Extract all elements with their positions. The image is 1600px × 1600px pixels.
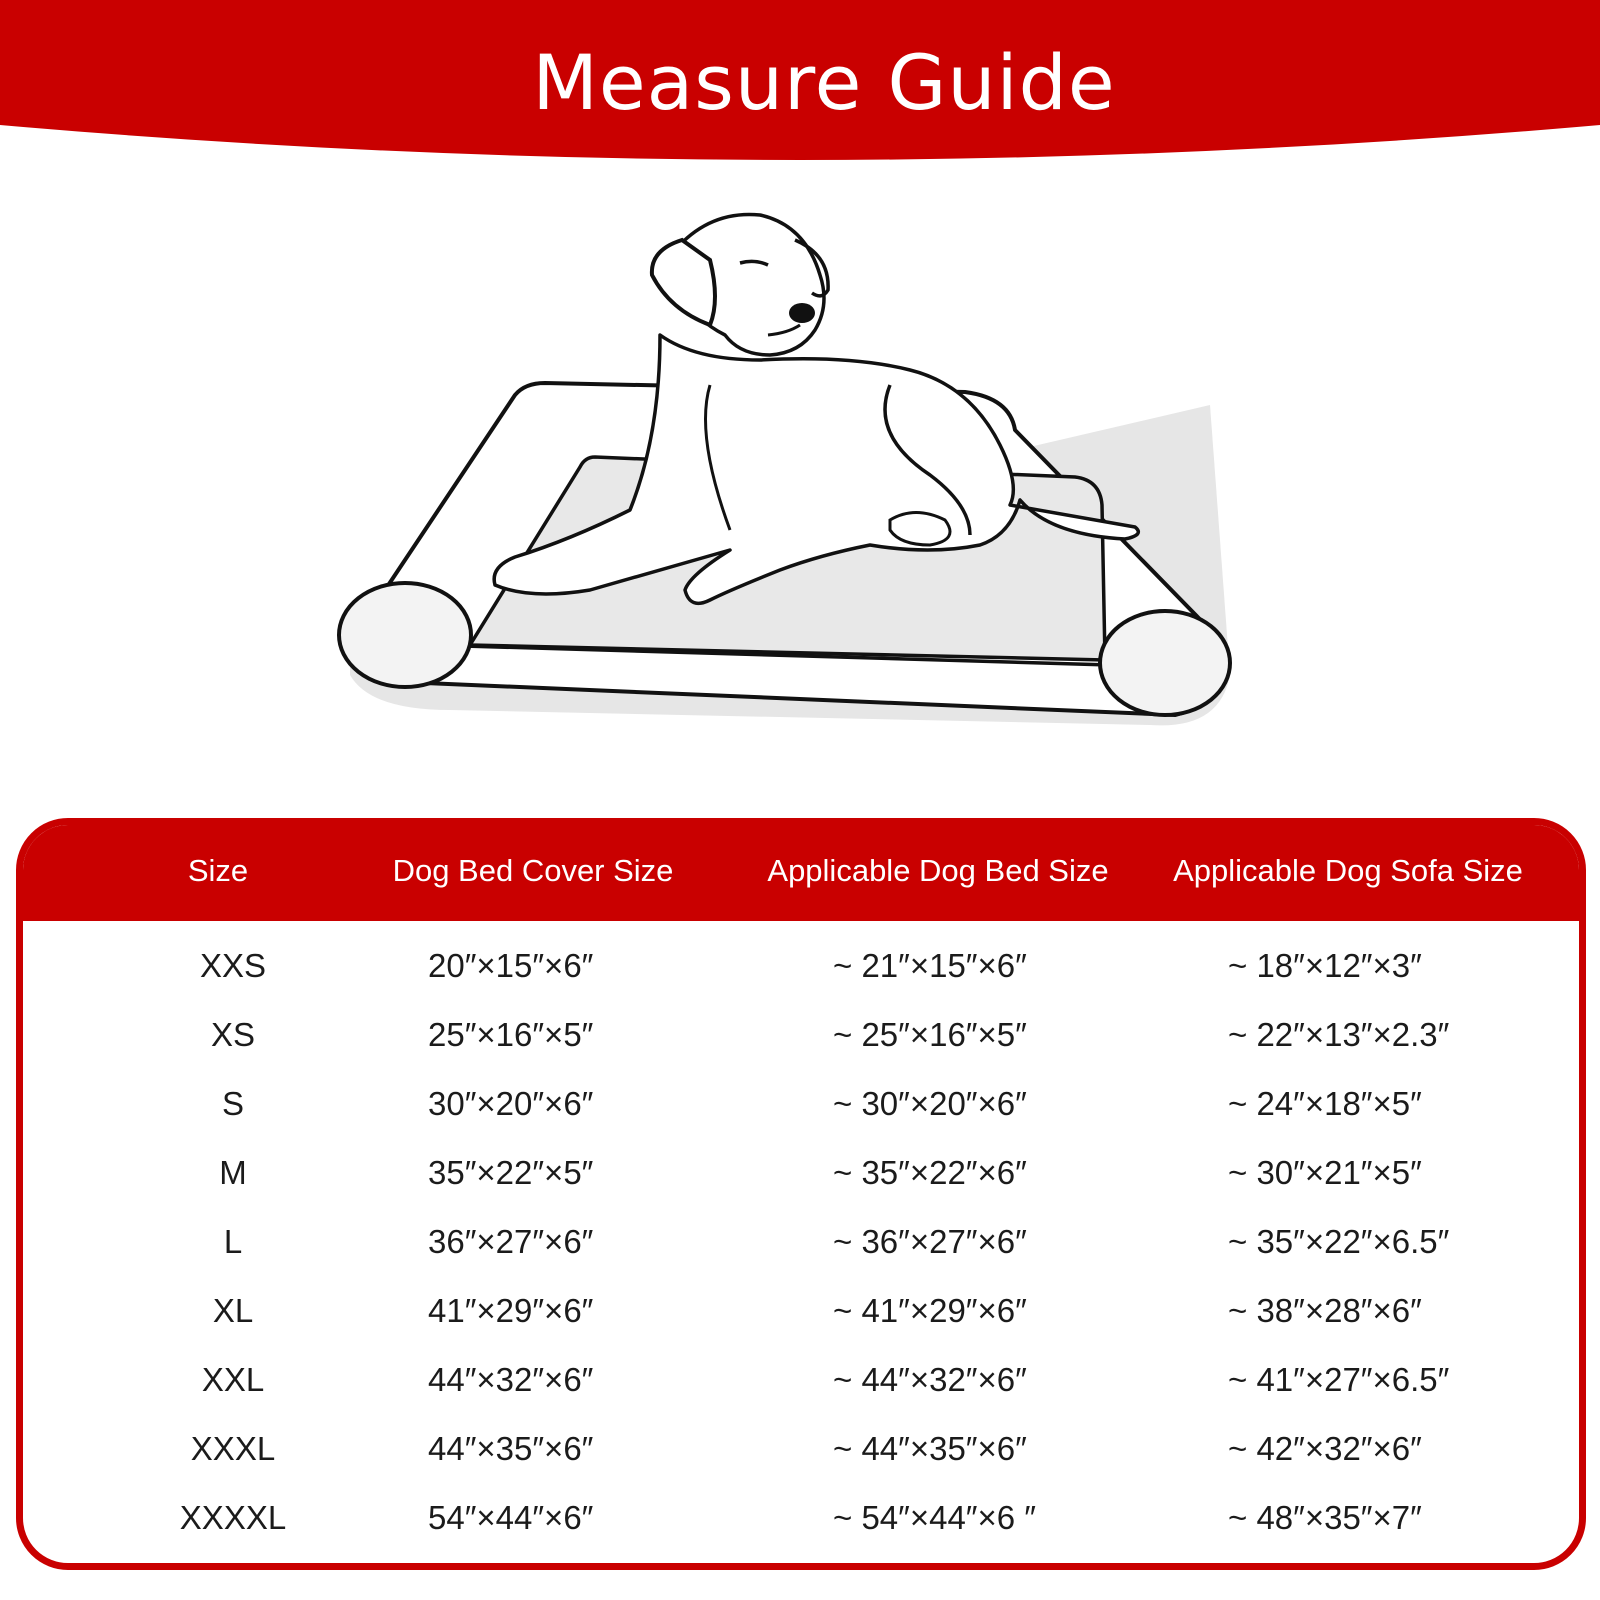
size-cell: XL [212,1292,254,1329]
header-sofa-size: Applicable Dog Sofa Size [1173,853,1523,888]
cover-size-cell: 25″×16″×5″ [428,1016,594,1053]
sofa-size-cell: ~ 24″×18″×5″ [1228,1085,1422,1122]
bed-size-cell: ~ 44″×35″×6″ [833,1430,1027,1467]
sofa-size-cell: ~ 30″×21″×5″ [1228,1154,1422,1191]
table-row [23,1345,1579,1414]
size-table [16,818,1586,1570]
sofa-size-cell: ~ 38″×28″×6″ [1228,1292,1422,1329]
table-row [23,1000,1579,1069]
header-cover-size: Dog Bed Cover Size [392,853,674,888]
table-row [23,931,1579,1000]
cover-size-cell: 44″×32″×6″ [428,1361,594,1398]
sofa-size-cell: ~ 42″×32″×6″ [1228,1430,1422,1467]
table-row [23,1276,1579,1345]
header-bed-size: Applicable Dog Bed Size [767,853,1109,888]
title-banner [0,0,1600,170]
bed-size-cell: ~ 41″×29″×6″ [833,1292,1027,1329]
table-row [23,1414,1579,1483]
bed-size-cell: ~ 35″×22″×6″ [833,1154,1027,1191]
size-cell: S [221,1085,244,1122]
cover-size-cell: 41″×29″×6″ [428,1292,594,1329]
table-row [23,1138,1579,1207]
dog-bed-illustration [330,205,1270,765]
sofa-size-cell: ~ 35″×22″×6.5″ [1228,1223,1450,1260]
bed-size-cell: ~ 44″×32″×6″ [833,1361,1027,1398]
table-row [23,1069,1579,1138]
sofa-size-cell: ~ 41″×27″×6.5″ [1228,1361,1450,1398]
bed-size-cell: ~ 25″×16″×5″ [833,1016,1027,1053]
right-bolster-end [1100,611,1230,715]
cover-size-cell: 36″×27″×6″ [428,1223,594,1260]
cover-size-cell: 35″×22″×5″ [428,1154,594,1191]
cover-size-cell: 30″×20″×6″ [428,1085,594,1122]
dog-hind-paw [890,513,950,546]
sofa-size-cell: ~ 18″×12″×3″ [1228,947,1422,984]
left-bolster-end [339,583,471,687]
cover-size-cell: 20″×15″×6″ [428,947,594,984]
bed-size-cell: ~ 36″×27″×6″ [833,1223,1027,1260]
page-title: Measure Guide [532,38,1116,127]
size-cell: XXXL [190,1430,276,1467]
table-row [23,1207,1579,1276]
size-cell: XS [210,1016,256,1053]
bed-size-cell: ~ 54″×44″×6 ″ [833,1499,1036,1536]
bed-size-cell: ~ 21″×15″×6″ [833,947,1027,984]
cover-size-cell: 44″×35″×6″ [428,1430,594,1467]
size-cell: XXL [201,1361,265,1398]
table-row [23,1483,1579,1552]
header-size: Size [187,853,249,888]
size-cell: M [219,1154,247,1191]
bed-size-cell: ~ 30″×20″×6″ [833,1085,1027,1122]
dog-nose [789,303,815,323]
table-header [23,825,1579,921]
size-cell: XXS [199,947,267,984]
size-cell: L [223,1223,243,1260]
sofa-size-cell: ~ 22″×13″×2.3″ [1228,1016,1450,1053]
size-cell: XXXXL [179,1499,287,1536]
cover-size-cell: 54″×44″×6″ [428,1499,594,1536]
sofa-size-cell: ~ 48″×35″×7″ [1228,1499,1422,1536]
